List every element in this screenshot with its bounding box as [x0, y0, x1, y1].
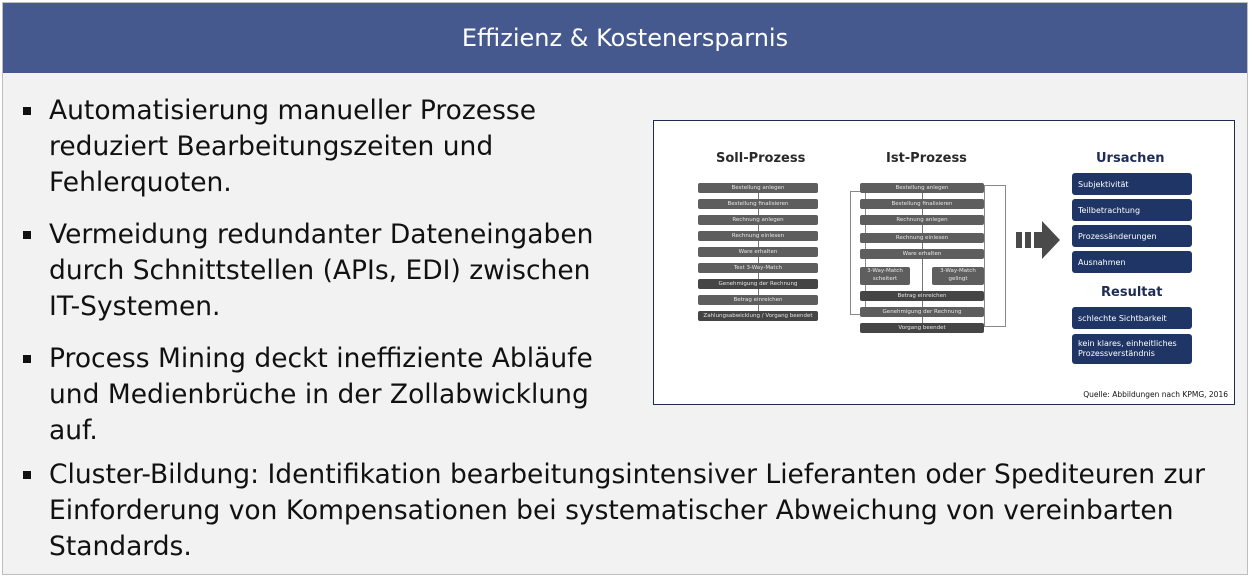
bullet-square-icon: [23, 107, 31, 115]
ist-step: Genehmigung der Rechnung: [860, 307, 984, 317]
bullet-square-icon: [23, 471, 31, 479]
soll-step: Genehmigung der Rechnung: [698, 279, 818, 289]
ist-branch-left: 3-Way-Match scheitert: [860, 267, 910, 285]
ist-title: Ist-Prozess: [886, 151, 967, 166]
process-figure: [653, 120, 1235, 405]
ist-loop-line: [984, 185, 1006, 327]
resultat-title: Resultat: [1101, 285, 1163, 300]
ist-step: Betrag einreichen: [860, 291, 984, 301]
ursache-box: Ausnahmen: [1072, 251, 1192, 273]
ursache-box: Subjektivität: [1072, 173, 1192, 195]
bullet-square-icon: [23, 355, 31, 363]
resultat-box: kein klares, einheitliches Prozessverständnis: [1072, 334, 1192, 364]
slide: [2, 2, 1248, 575]
soll-step: Test 3-Way-Match: [698, 263, 818, 273]
ist-step: Vorgang beendet: [860, 323, 984, 333]
ist-step: Rechnung einlesen: [860, 233, 984, 243]
ursache-box: Teilbetrachtung: [1072, 199, 1192, 221]
ist-step: Rechnung anlegen: [860, 215, 984, 225]
right-arrow-icon: [1016, 219, 1062, 261]
slide-title-bar: [3, 3, 1247, 73]
soll-step: Zahlungsabwicklung / Vorgang beendet: [698, 311, 818, 321]
ursachen-title: Ursachen: [1096, 151, 1165, 166]
bullet-item: [23, 457, 1243, 565]
soll-step: Bestellung anlegen: [698, 183, 818, 193]
resultat-box: schlechte Sichtbarkeit: [1072, 307, 1192, 329]
soll-step: Ware erhalten: [698, 247, 818, 257]
soll-title: Soll-Prozess: [716, 151, 806, 166]
ist-step: Bestellung anlegen: [860, 183, 984, 193]
ist-step: Ware erhalten: [860, 249, 984, 259]
bullet-text: Automatisierung manueller Prozesse reduziert Bearbeitungszeiten und Fehlerquoten.: [49, 95, 537, 198]
bullet-text: Process Mining deckt ineffiziente Abläufe und Medienbrüche in der Zollabwicklung auf.: [49, 343, 593, 446]
bullet-text: Vermeidung redundanter Dateneingaben durch Schnittstellen (APIs, EDI) zwischen IT-Systemen.: [49, 219, 594, 322]
soll-step: Betrag einreichen: [698, 295, 818, 305]
soll-step: Bestellung finalisieren: [698, 199, 818, 209]
soll-step: Rechnung einlesen: [698, 231, 818, 241]
soll-step: Rechnung anlegen: [698, 215, 818, 225]
bullet-item: [23, 217, 613, 325]
ursache-box: Prozessänderungen: [1072, 225, 1192, 247]
bullet-item: [23, 341, 613, 449]
figure-source: Quelle: Abbildungen nach KPMG, 2016: [1083, 390, 1228, 399]
bullet-square-icon: [23, 231, 31, 239]
ist-branch-right: 3-Way-Match gelingt: [932, 267, 984, 285]
ist-step: Bestellung finalisieren: [860, 199, 984, 209]
bullet-text: Cluster-Bildung: Identifikation bearbeitungsintensiver Lieferanten oder Spediteuren zur Einforderung von Kompensationen bei systematischer Abweichung von vereinbarten Standards.: [49, 459, 1206, 562]
bullet-item: [23, 93, 613, 201]
slide-title: Effizienz & Kostenersparnis: [461, 24, 789, 52]
